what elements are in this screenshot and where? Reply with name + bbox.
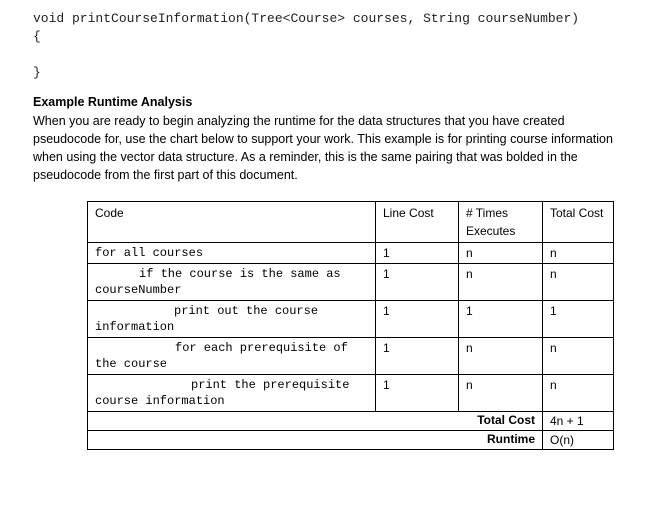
code-cell: if the course is the same as courseNumber [88, 264, 376, 301]
times-cell: n [459, 375, 543, 412]
code-snippet [33, 10, 579, 82]
times-cell: n [459, 338, 543, 375]
code-cell: for all courses [88, 243, 376, 264]
total-cost-value: 4n + 1 [543, 412, 614, 431]
table-row [88, 264, 614, 301]
times-cell: n [459, 243, 543, 264]
open-brace: { [33, 29, 41, 44]
runtime-value: O(n) [543, 431, 614, 450]
line-cost-cell: 1 [376, 264, 459, 301]
header-line-cost: Line Cost [376, 202, 459, 243]
line-cost-cell: 1 [376, 243, 459, 264]
total-cell: n [543, 264, 614, 301]
section-heading: Example Runtime Analysis [33, 95, 193, 109]
table-row [88, 338, 614, 375]
total-cell: 1 [543, 301, 614, 338]
runtime-label: Runtime [88, 431, 543, 450]
total-cell: n [543, 243, 614, 264]
table-row [88, 375, 614, 412]
code-cell: print the prerequisite course information [88, 375, 376, 412]
table-header-row [88, 202, 614, 243]
line-cost-cell: 1 [376, 375, 459, 412]
total-cell: n [543, 375, 614, 412]
total-cost-label: Total Cost [88, 412, 543, 431]
section-paragraph: When you are ready to begin analyzing the runtime for the data structures that you have created pseudocode for, use the chart below to support your work. This example is for printing course information when using the vector data structure. As a reminder, this is the same pairing that was bolded in the pseudocode from the first part of this document. [33, 114, 613, 182]
header-times-executes: # Times Executes [459, 202, 543, 243]
blank-line [33, 46, 579, 64]
times-cell: n [459, 264, 543, 301]
total-cost-row [88, 412, 614, 431]
line-cost-cell: 1 [376, 301, 459, 338]
table-row [88, 301, 614, 338]
code-cell: for each prerequisite of the course [88, 338, 376, 375]
line-cost-cell: 1 [376, 338, 459, 375]
code-cell: print out the course information [88, 301, 376, 338]
close-brace: } [33, 65, 41, 80]
runtime-table [87, 201, 614, 450]
total-cell: n [543, 338, 614, 375]
header-total-cost: Total Cost [543, 202, 614, 243]
function-signature: void printCourseInformation(Tree<Course> courses, String courseNumber) [33, 11, 580, 26]
times-cell: 1 [459, 301, 543, 338]
header-code: Code [88, 202, 376, 243]
table-row [88, 243, 614, 264]
runtime-row [88, 431, 614, 450]
